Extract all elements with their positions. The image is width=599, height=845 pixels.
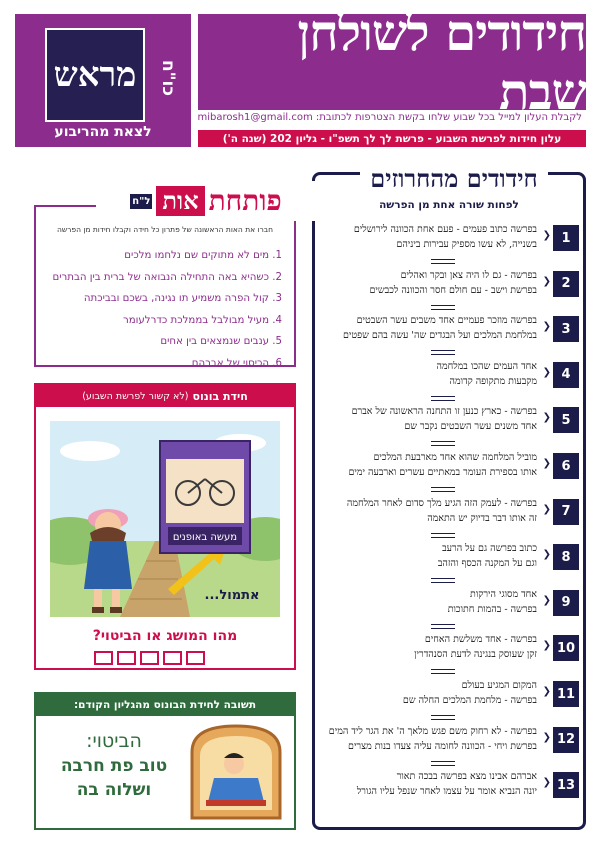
riddle-number: 11 <box>553 681 579 707</box>
riddle-line-2: זקן שעוסק בנגינה לדעת הסנהדרין <box>414 649 537 661</box>
riddle-line-2: בשנייה, לא עשו מספיק עבירות ביניהם <box>396 239 537 250</box>
riddle-text <box>321 541 537 571</box>
riddle-line-2: יונה הנביא אומר על עצמו לאחר שנפל עליו הגורל <box>356 786 537 798</box>
logo-side-text: כו"ח <box>158 60 178 97</box>
answer-slot[interactable] <box>94 651 113 665</box>
bonus-title: חידת בונוס <box>192 389 248 403</box>
riddle-line-2: בפרשת וישב - עם חולם חסר והכוונה לכבשים <box>369 284 537 296</box>
list-item: 5. ענבים שנמצאים בין אחים <box>160 336 282 347</box>
bonus-header <box>36 385 294 407</box>
riddle-number: 1 <box>553 225 579 251</box>
riddle-item <box>319 447 581 491</box>
riddle-item <box>319 493 581 537</box>
answer-slot[interactable] <box>140 651 159 665</box>
riddle-number: 8 <box>553 544 579 570</box>
first-letter-box <box>34 184 296 369</box>
riddle-number: 6 <box>553 453 579 479</box>
riddle-line-2: במלחמת המלכים ועל הבגדים שה' עשה בהם שפטים <box>342 330 537 342</box>
riddle-number: 10 <box>553 635 579 661</box>
list-item: 4. מעיל מבולבל בממלכת כדרלעומר <box>122 314 282 326</box>
chevron-left-icon: ❮ <box>542 275 551 287</box>
first-letter-mark: ל"ח <box>132 195 151 207</box>
riddle-text <box>321 222 537 252</box>
riddle-separator <box>431 350 455 355</box>
riddle-line-1: אחד מסוגי הירקות <box>470 588 537 600</box>
previous-answer-box <box>34 692 296 830</box>
riddle-text <box>321 678 537 708</box>
riddle-text <box>321 769 537 799</box>
riddle-separator <box>431 669 455 674</box>
chevron-left-icon: ❮ <box>542 366 551 378</box>
riddle-line-2: בפרשה - מלחמת המלכים החלה שם <box>402 695 537 706</box>
riddle-line-1: המקום המגיע בעולם <box>461 680 537 691</box>
riddle-item <box>319 766 581 810</box>
riddle-line-1: בפרשה - כארץ כנען זו התחנה הראשונה של אברם <box>351 406 537 418</box>
riddle-line-2: וגם על המקנה הכסף והזהב <box>437 558 537 570</box>
riddle-number: 4 <box>553 362 579 388</box>
riddle-text <box>321 268 537 298</box>
riddle-line-1: בפרשה - גם לו היה צאן ובקר ואהלים <box>400 269 537 281</box>
riddle-number: 12 <box>553 727 579 753</box>
riddle-number: 13 <box>553 772 579 798</box>
riddle-line-1: בפרשה - לא רחוק משם פגש מלאך ה' את הגר ליד המים <box>328 725 537 737</box>
scene-caption: אתמול... <box>204 588 260 603</box>
issue-bar: עלון חידות לפרשת השבוע - פרשת לך לך תשפ"ו - גליון 202 (שנה ה') <box>198 130 586 147</box>
chevron-left-icon: ❮ <box>542 640 551 652</box>
answer-slot[interactable] <box>163 651 182 665</box>
first-letter-subtitle: חברו את האות הראשונה של פתרון כל חידה וקבלו חידות מן הפרשה <box>56 225 274 234</box>
bonus-box <box>34 383 296 670</box>
list-item: 3. קול הפרה משמיע תו נגינה, בשכם ובביכתה <box>83 293 282 304</box>
riddle-item <box>319 538 581 582</box>
riddle-separator <box>431 259 455 264</box>
riddle-line-1: בפרשה - אחד משלשת האחים <box>424 634 537 646</box>
riddle-separator <box>431 715 455 720</box>
first-letter-title-a: פותחת <box>208 184 282 217</box>
first-letter-title-b: אות <box>156 186 204 216</box>
chevron-left-icon: ❮ <box>542 230 551 241</box>
newsletter-title: חידודים לשולחן שבת <box>198 14 586 110</box>
riddle-separator <box>431 761 455 766</box>
subscribe-text: לקבלת העלון למייל בכל שבוע שלחו בקשת הצטרפות לכתובת: mibarosh1@gmail.com <box>197 112 582 123</box>
riddle-line-1: כתוב בפרשה גם על הרעב <box>442 543 537 555</box>
riddle-line-1: בפרשה - לעמק הזה הגיע מלך סדום לאחר המלחמה <box>346 497 537 509</box>
riddle-item <box>319 675 581 719</box>
riddle-item <box>319 629 581 673</box>
riddle-text <box>321 724 537 754</box>
answer-line-3: ושלוה בה <box>76 780 152 800</box>
riddle-number: 2 <box>553 271 579 297</box>
bread-illustration <box>184 722 288 822</box>
riddle-number: 7 <box>553 499 579 525</box>
riddle-separator <box>431 305 455 310</box>
riddle-item <box>319 721 581 765</box>
first-letter-list <box>42 245 282 374</box>
riddle-text <box>321 496 537 526</box>
riddles-subtitle: לפחות שורה אחת מן הפרשה <box>379 199 519 211</box>
answer-slots[interactable] <box>94 651 205 665</box>
riddle-line-1: בפרשה כתוב פעמים - פעם אחת הכוונה לירושלים <box>353 224 537 235</box>
list-item: 6. הכיסוי של אברהם <box>191 357 282 369</box>
riddle-separator <box>431 487 455 492</box>
riddle-separator <box>431 533 455 538</box>
logo <box>15 14 191 147</box>
chevron-left-icon: ❮ <box>542 777 551 789</box>
answer-line-1: הביטוי: <box>86 730 142 752</box>
riddle-text <box>321 450 537 480</box>
riddle-separator <box>431 578 455 583</box>
riddle-line-2: בפרשת ויחי - הכוונה לחומה עליה צעדו בנות מצרים <box>348 740 537 752</box>
riddles-title: חידודים מהחרוזים <box>360 163 548 195</box>
riddle-line-2: זה אותו דבר בדיוק יש התאמה <box>427 512 537 524</box>
previous-answer-text <box>44 728 184 802</box>
riddle-text <box>321 632 537 662</box>
answer-slot[interactable] <box>186 651 205 665</box>
logo-brand: מראש <box>45 28 145 122</box>
chevron-left-icon: ❮ <box>542 594 551 606</box>
chevron-left-icon: ❮ <box>542 549 551 561</box>
answer-slot[interactable] <box>117 651 136 665</box>
bonus-note: (לא קשור לפרשת השבוע) <box>82 390 189 402</box>
riddle-separator <box>431 396 455 401</box>
riddle-separator <box>431 624 455 629</box>
chevron-left-icon: ❮ <box>542 503 551 515</box>
list-item: 2. כשהיא באה התחילה הנבואה של ברית בין הבתרים <box>52 271 282 283</box>
riddle-item <box>319 584 581 628</box>
previous-answer-title: תשובה לחידת הבונוס מהגליון הקודם: <box>36 694 294 716</box>
riddle-item <box>319 219 581 263</box>
book-illustration <box>160 441 250 553</box>
riddle-text <box>321 359 537 389</box>
riddle-separator <box>431 441 455 446</box>
bonus-question: מהו המושג או הביטוי? <box>92 628 238 644</box>
chevron-left-icon: ❮ <box>542 458 551 469</box>
riddle-item <box>319 356 581 400</box>
riddle-item <box>319 265 581 309</box>
riddle-item <box>319 401 581 445</box>
chevron-left-icon: ❮ <box>542 412 551 424</box>
riddle-number: 9 <box>553 590 579 616</box>
riddle-item <box>319 310 581 354</box>
riddle-text <box>321 313 537 343</box>
riddle-line-2: אחד משנים עשר השבטים נקבר שם <box>404 421 537 433</box>
riddle-number: 5 <box>553 407 579 433</box>
chevron-left-icon: ❮ <box>542 731 551 743</box>
riddle-line-2: מקבעות מתקופה קדומה <box>449 375 537 387</box>
riddle-line-2: אותו בספירת העומר במאתיים עשרים וארבעה ימים <box>348 467 537 478</box>
logo-caption: לצאת מהריבוע <box>54 124 152 140</box>
riddle-number: 3 <box>553 316 579 342</box>
svg-text:מעשה באופנים: מעשה באופנים <box>172 532 238 543</box>
riddle-text <box>321 587 537 617</box>
riddle-line-1: בפרשה מוזכר פעמיים אחד משבים עשר השבטים <box>356 315 537 327</box>
chevron-left-icon: ❮ <box>542 321 551 333</box>
riddle-text <box>321 404 537 434</box>
chevron-left-icon: ❮ <box>542 686 551 697</box>
riddle-line-1: אחד העמים שהכו במלחמה <box>436 360 537 372</box>
first-letter-title <box>96 181 316 221</box>
riddle-line-2: בפרשה - בהמות חתוכות <box>447 603 537 615</box>
answer-line-2: טוב פת חרבה <box>60 756 168 776</box>
riddle-line-1: מוביל המלחמה שהוא אחד מארבעת המלכים <box>373 452 537 463</box>
riddles-panel <box>312 164 586 830</box>
list-item: 1. מים לא מתוקים שם נלחמו מלכים <box>124 250 282 261</box>
bonus-illustration <box>50 421 280 617</box>
riddle-line-1: אברהם אבינו מצא בפרשה בבכה תאור <box>396 771 537 783</box>
